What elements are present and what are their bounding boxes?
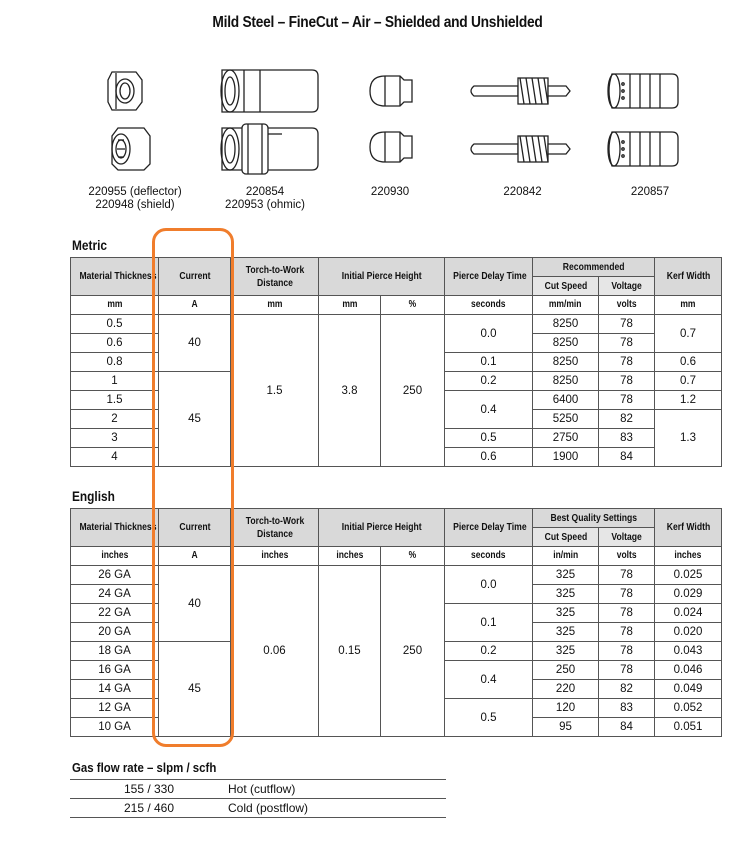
english-voltage: 78	[599, 661, 655, 680]
metric-speed: 8250	[533, 372, 599, 391]
metric-voltage: 84	[599, 448, 655, 467]
english-unit-pierce-height: inches	[319, 547, 381, 566]
english-thickness: 22 GA	[71, 604, 159, 623]
english-header-delay: Pierce Delay Time	[445, 509, 533, 547]
english-thickness: 12 GA	[71, 699, 159, 718]
english-kerf: 0.029	[655, 585, 722, 604]
metric-unit-current: A	[159, 296, 231, 315]
gas-flow-type: Hot (cutflow)	[228, 780, 446, 799]
part-number-shield: 220948 (shield)	[95, 199, 175, 211]
english-unit-material: inches	[71, 547, 159, 566]
metric-header-current: Current	[159, 258, 231, 296]
english-thickness: 14 GA	[71, 680, 159, 699]
metric-voltage: 78	[599, 334, 655, 353]
english-thickness: 18 GA	[71, 642, 159, 661]
part-number-deflector: 220955 (deflector)	[88, 186, 182, 198]
english-speed: 325	[533, 585, 599, 604]
english-thickness: 20 GA	[71, 623, 159, 642]
metric-kerf: 0.6	[655, 353, 722, 372]
metric-kerf: 0.7	[655, 372, 722, 391]
english-kerf: 0.052	[655, 699, 722, 718]
english-kerf: 0.025	[655, 566, 722, 585]
gas-flow-type: Cold (postflow)	[228, 799, 446, 818]
metric-delay: 0.2	[445, 372, 533, 391]
english-unit-voltage: volts	[599, 547, 655, 566]
part-caption-3	[345, 186, 435, 199]
metric-unit-material: mm	[71, 296, 159, 315]
english-current: 45	[159, 642, 231, 737]
part-caption-1	[70, 186, 200, 212]
english-unit-speed: in/min	[533, 547, 599, 566]
english-voltage: 78	[599, 566, 655, 585]
part-caption-4	[475, 186, 570, 199]
metric-header-torch: Torch-to-Work Distance	[231, 258, 319, 296]
current-column-highlight	[152, 228, 234, 747]
metric-unit-speed: mm/min	[533, 296, 599, 315]
metric-thickness: 0.8	[71, 353, 159, 372]
metric-thickness: 1	[71, 372, 159, 391]
english-section-label: English	[72, 489, 115, 504]
english-thickness: 26 GA	[71, 566, 159, 585]
metric-delay: 0.0	[445, 315, 533, 353]
metric-current: 40	[159, 315, 231, 372]
metric-torch-distance: 1.5	[231, 315, 319, 467]
metric-kerf: 0.7	[655, 315, 722, 353]
english-header-material: Material Thickness	[71, 509, 159, 547]
english-header-best-quality: Best Quality Settings	[533, 509, 655, 528]
gas-flow-table	[70, 779, 446, 818]
metric-thickness: 4	[71, 448, 159, 467]
metric-pierce-height: 3.8	[319, 315, 381, 467]
metric-section-label: Metric	[72, 238, 107, 253]
english-speed: 325	[533, 623, 599, 642]
metric-current: 45	[159, 372, 231, 467]
english-header-current: Current	[159, 509, 231, 547]
part-caption-2	[205, 186, 325, 212]
english-unit-delay: seconds	[445, 547, 533, 566]
english-voltage: 82	[599, 680, 655, 699]
metric-speed: 8250	[533, 353, 599, 372]
english-voltage: 83	[599, 699, 655, 718]
english-unit-torch: inches	[231, 547, 319, 566]
swirl-ring-drawing	[608, 74, 678, 166]
english-header-kerf: Kerf Width	[655, 509, 722, 547]
metric-voltage: 78	[599, 353, 655, 372]
english-header-voltage: Voltage	[599, 528, 655, 547]
metric-delay: 0.6	[445, 448, 533, 467]
metric-thickness: 2	[71, 410, 159, 429]
metric-voltage: 78	[599, 315, 655, 334]
english-kerf: 0.024	[655, 604, 722, 623]
part-number-nozzle: 220930	[370, 186, 410, 198]
metric-pierce-pct: 250	[381, 315, 445, 467]
english-voltage: 78	[599, 585, 655, 604]
ohmic-cap-drawing	[221, 124, 318, 174]
english-voltage: 78	[599, 642, 655, 661]
english-speed: 325	[533, 604, 599, 623]
metric-delay: 0.1	[445, 353, 533, 372]
english-kerf: 0.043	[655, 642, 722, 661]
retaining-cap-drawing	[221, 70, 318, 112]
part-number-electrode: 220842	[503, 186, 542, 198]
english-kerf: 0.049	[655, 680, 722, 699]
metric-unit-kerf: mm	[655, 296, 722, 315]
english-kerf: 0.046	[655, 661, 722, 680]
metric-thickness: 3	[71, 429, 159, 448]
part-caption-5	[605, 186, 695, 199]
english-voltage: 84	[599, 718, 655, 737]
english-unit-pierce-pct: %	[381, 547, 445, 566]
metric-thickness: 0.6	[71, 334, 159, 353]
table-row	[70, 780, 446, 799]
english-torch-distance: 0.06	[231, 566, 319, 737]
metric-header-voltage: Voltage	[599, 277, 655, 296]
english-header-pierce: Initial Pierce Height	[319, 509, 445, 547]
english-delay: 0.0	[445, 566, 533, 604]
metric-speed: 8250	[533, 315, 599, 334]
english-speed: 250	[533, 661, 599, 680]
part-number-swirl-ring: 220857	[630, 186, 670, 198]
english-speed: 220	[533, 680, 599, 699]
metric-speed: 5250	[533, 410, 599, 429]
metric-header-pierce: Initial Pierce Height	[319, 258, 445, 296]
english-delay: 0.5	[445, 699, 533, 737]
english-unit-current: A	[159, 547, 231, 566]
metric-header-material: Material Thickness	[71, 258, 159, 296]
shield-drawing	[112, 128, 150, 170]
english-thickness: 24 GA	[71, 585, 159, 604]
metric-thickness: 0.5	[71, 315, 159, 334]
part-number-ohmic-cap: 220953 (ohmic)	[225, 199, 305, 211]
english-header-torch: Torch-to-Work Distance	[231, 509, 319, 547]
metric-header-recommended: Recommended	[533, 258, 655, 277]
table-row	[70, 799, 446, 818]
nozzle-drawing	[370, 76, 412, 162]
metric-voltage: 82	[599, 410, 655, 429]
metric-delay: 0.5	[445, 429, 533, 448]
metric-header-speed: Cut Speed	[533, 277, 599, 296]
english-current: 40	[159, 566, 231, 642]
english-delay: 0.4	[445, 661, 533, 699]
english-thickness: 16 GA	[71, 661, 159, 680]
metric-unit-torch: mm	[231, 296, 319, 315]
metric-speed: 8250	[533, 334, 599, 353]
gas-flow-value: 215 / 460	[70, 799, 228, 818]
part-number-retaining-cap: 220854	[245, 186, 285, 198]
metric-unit-pierce-height: mm	[319, 296, 381, 315]
metric-delay: 0.4	[445, 391, 533, 429]
english-speed: 325	[533, 642, 599, 661]
gas-flow-label: Gas flow rate – slpm / scfh	[72, 760, 217, 775]
metric-speed: 2750	[533, 429, 599, 448]
metric-voltage: 83	[599, 429, 655, 448]
metric-unit-pierce-pct: %	[381, 296, 445, 315]
english-kerf: 0.020	[655, 623, 722, 642]
gas-flow-value: 155 / 330	[70, 780, 228, 799]
metric-kerf: 1.3	[655, 410, 722, 467]
english-kerf: 0.051	[655, 718, 722, 737]
english-delay: 0.1	[445, 604, 533, 642]
english-thickness: 10 GA	[71, 718, 159, 737]
metric-thickness: 1.5	[71, 391, 159, 410]
metric-header-kerf: Kerf Width	[655, 258, 722, 296]
english-speed: 120	[533, 699, 599, 718]
english-unit-kerf: inches	[655, 547, 722, 566]
metric-speed: 6400	[533, 391, 599, 410]
metric-kerf: 1.2	[655, 391, 722, 410]
english-voltage: 78	[599, 604, 655, 623]
metric-speed: 1900	[533, 448, 599, 467]
metric-header-delay: Pierce Delay Time	[445, 258, 533, 296]
metric-voltage: 78	[599, 391, 655, 410]
page-title: Mild Steel – FineCut – Air – Shielded and Unshielded	[212, 14, 543, 31]
english-delay: 0.2	[445, 642, 533, 661]
english-voltage: 78	[599, 623, 655, 642]
deflector-drawing	[108, 72, 142, 110]
english-header-speed: Cut Speed	[533, 528, 599, 547]
english-speed: 95	[533, 718, 599, 737]
english-speed: 325	[533, 566, 599, 585]
metric-unit-voltage: volts	[599, 296, 655, 315]
english-pierce-height: 0.15	[319, 566, 381, 737]
metric-unit-delay: seconds	[445, 296, 533, 315]
metric-voltage: 78	[599, 372, 655, 391]
english-pierce-pct: 250	[381, 566, 445, 737]
